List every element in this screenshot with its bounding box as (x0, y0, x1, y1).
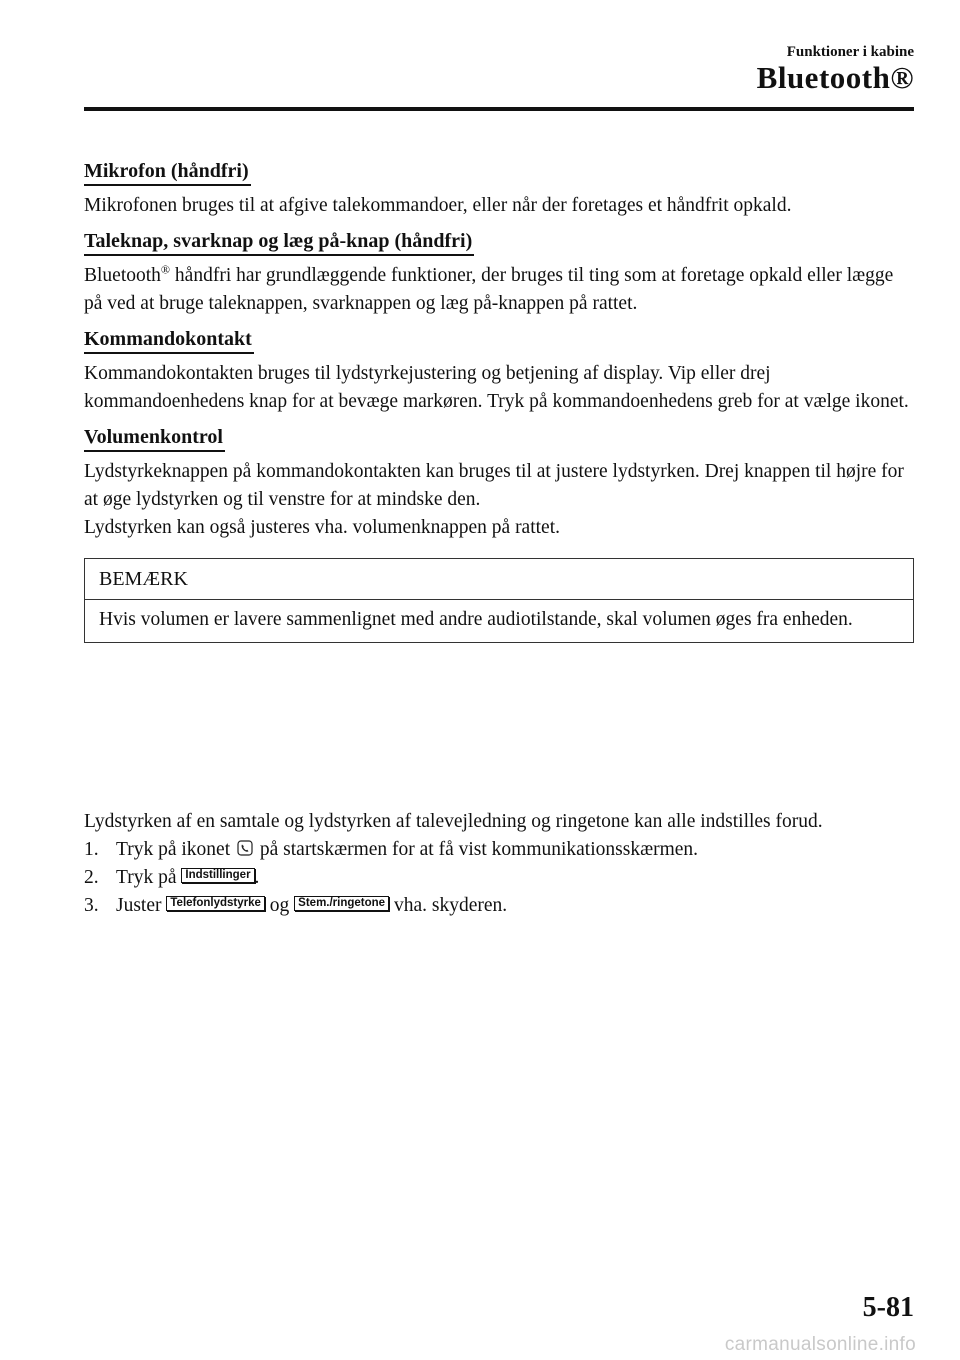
header-divider (84, 107, 914, 111)
text-span: Bluetooth (84, 265, 161, 286)
section-text-commander: Kommandokontakten bruges til lydstyrkejustering og betjening af display. Vip eller drej kommandoenhedens knap for at bevæge markøren. Tryk på kommandoenhedens greb for at vælge ikonet. (84, 363, 909, 412)
step-text (116, 864, 259, 892)
registered-mark: ® (160, 262, 171, 277)
section-heading-buttons: Taleknap, svarknap og læg på-knap (håndfri) (84, 228, 474, 256)
text-span: Tryk på (116, 867, 177, 888)
page-title: Bluetooth® (756, 60, 914, 95)
step-number: 3. (84, 895, 99, 916)
text-span: Juster (116, 895, 162, 916)
section-text-microphone: Mikrofonen bruges til at afgive talekommandoer, eller når der foretages et håndfrit opkald. (84, 195, 792, 216)
text-span: håndfri har grundlæggende funktioner, der bruges til ting som at foretage opkald eller lægge på ved at bruge taleknappen, svarknappen og læg på-knappen på rattet. (84, 265, 894, 314)
phone-volume-button[interactable]: Telefonlydstyrke (166, 896, 265, 911)
note-heading: BEMÆRK (85, 559, 913, 600)
text-span: . (254, 867, 260, 888)
voice-ringtone-button[interactable]: Stem./ringetone (294, 896, 389, 911)
phone-icon (237, 837, 253, 853)
section-heading-microphone: Mikrofon (håndfri) (84, 158, 251, 186)
text-span: vha. skyderen. (393, 895, 508, 916)
section-text-buttons (84, 262, 914, 318)
step-1 (84, 836, 914, 864)
watermark: carmanualsonline.info (724, 1334, 916, 1355)
step-3 (84, 892, 914, 920)
text-span: på startskærmen for at få vist kommunikationsskærmen. (259, 839, 699, 860)
text-span: og (269, 895, 290, 916)
section-heading-commander: Kommandokontakt (84, 326, 254, 354)
page-number: 5-81 (862, 1292, 914, 1323)
step-number: 2. (84, 867, 99, 888)
section-text-volume-2: Lydstyrken kan også justeres vha. volumenknappen på rattet. (84, 517, 560, 538)
note-text: Hvis volumen er lavere sammenlignet med andre audiotilstande, skal volumen øges fra enheden. (99, 609, 853, 630)
text-span: Tryk på ikonet (116, 839, 231, 860)
intro-text: Lydstyrken af en samtale og lydstyrken af talevejledning og ringetone kan alle indstilles forud. (84, 811, 823, 832)
section-text-volume-1: Lydstyrkeknappen på kommandokontakten kan bruges til at justere lydstyrken. Drej knappen til højre for at øge lydstyrken og til venstre for at mindske den. (84, 461, 904, 510)
settings-button[interactable]: Indstillinger (181, 868, 254, 883)
chapter-label: Funktioner i kabine (786, 44, 914, 60)
step-2 (84, 864, 914, 892)
note-box (84, 558, 914, 643)
step-number: 1. (84, 839, 99, 860)
section-heading-volume: Volumenkontrol (84, 424, 225, 452)
step-text (116, 836, 698, 864)
main-content (84, 158, 914, 643)
step-text (116, 892, 507, 920)
volume-setting-instructions (84, 808, 914, 920)
